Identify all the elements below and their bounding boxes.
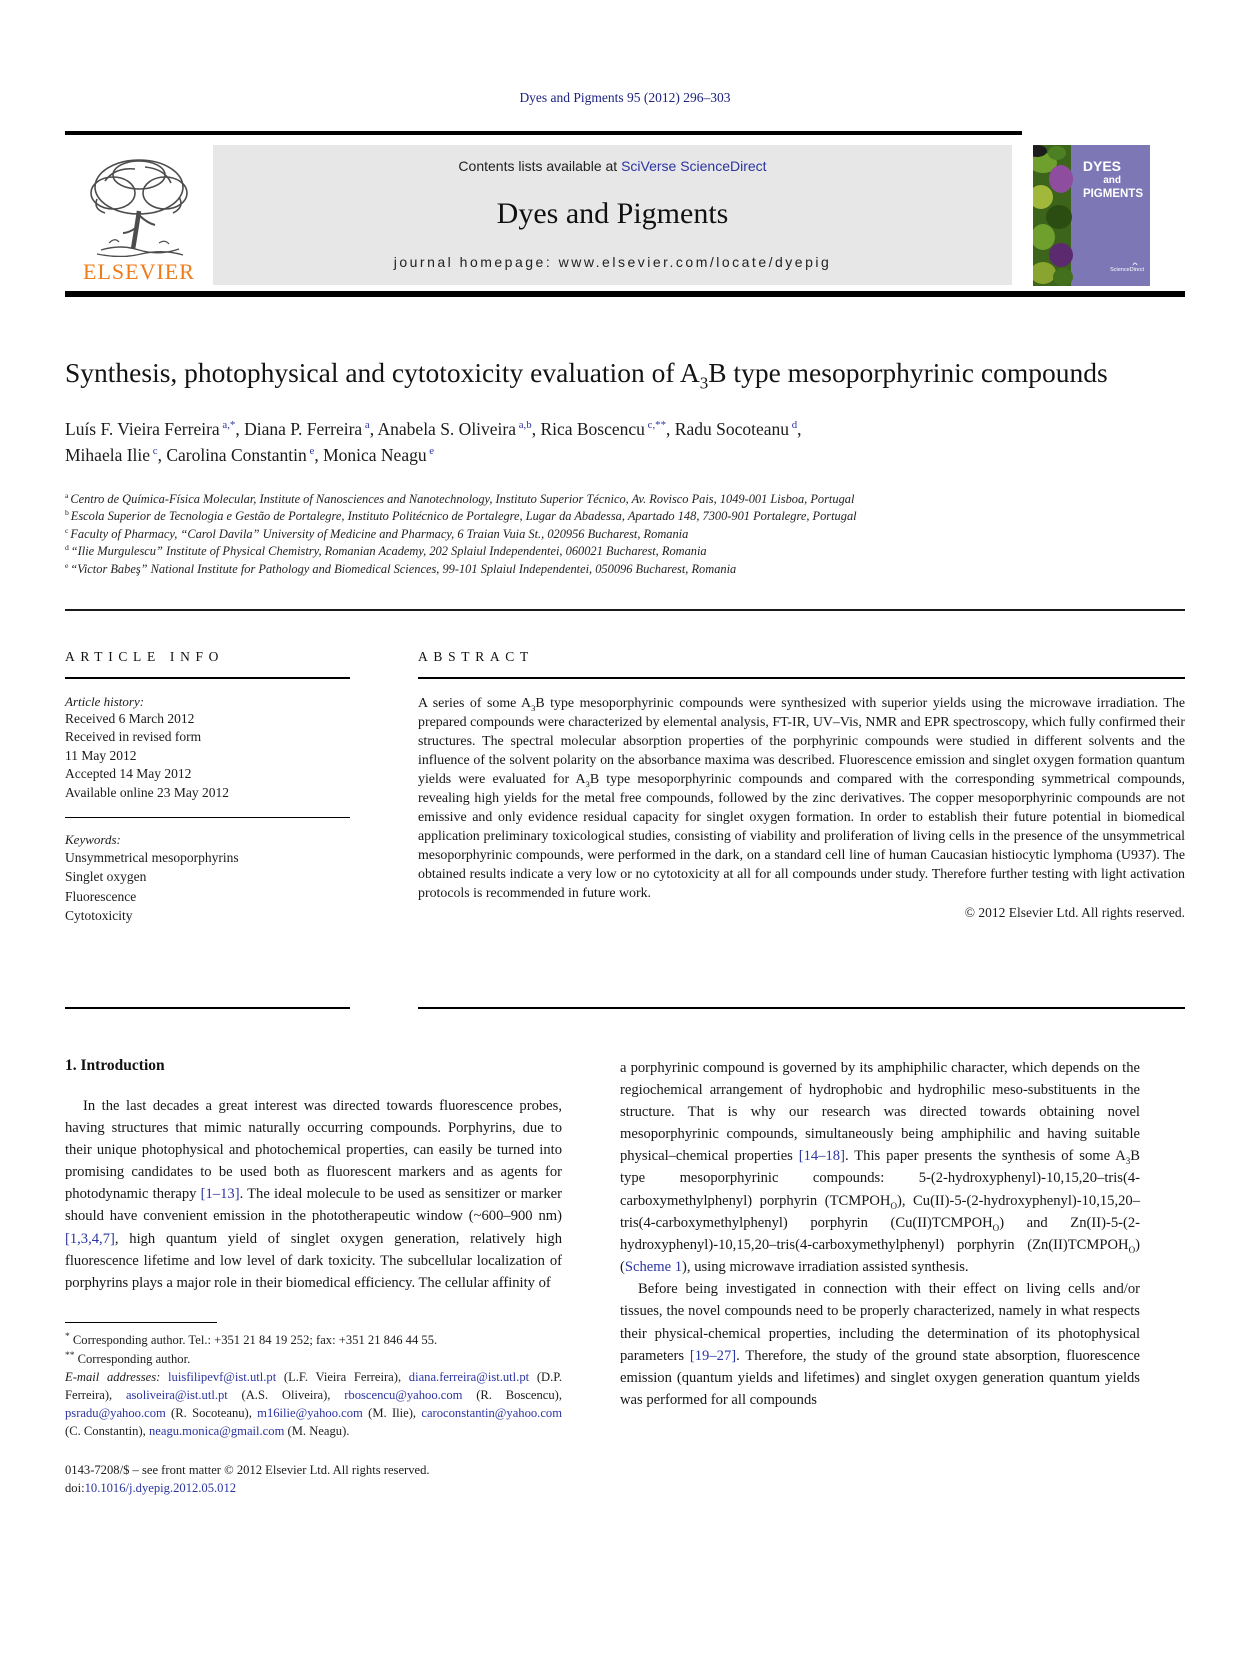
spacer: [65, 925, 350, 1007]
contents-prefix: Contents lists available at: [458, 158, 622, 174]
article-footer: [65, 1461, 562, 1498]
inline-link[interactable]: rboscencu@yahoo.com: [344, 1388, 463, 1403]
author-line-1: Luís F. Vieira Ferreira $^{a,*}$, Diana P. Ferreira $^a$, Anabela S. Oliveira $^{a,b}$, Rica Boscencu $^{c,**}$, Radu Socoteanu $^d$,: [65, 419, 802, 440]
affiliation-d: $^d$ “Ilie Murgulescu” Institute of Physical Chemistry, Romanian Academy, 202 Splaiul Independentei, 060021 Bucharest, Romania: [65, 543, 707, 559]
inline-link[interactable]: neagu.monica@gmail.com: [148, 1423, 285, 1438]
inline-link[interactable]: a,b: [516, 419, 532, 432]
footnote-corresponding-2: ** Corresponding author.: [65, 1351, 191, 1367]
top-rule: [65, 131, 1022, 135]
inline-link[interactable]: [1,3,4,7]: [65, 1230, 115, 1247]
history-item: Received 6 March 2012: [65, 710, 195, 726]
article-info-column: [65, 631, 350, 1009]
history-item: Accepted 14 May 2012: [65, 766, 192, 782]
keyword: Cytotoxicity: [65, 907, 133, 923]
article-info-heading-rule: [65, 677, 350, 679]
inline-link[interactable]: [1–13]: [200, 1186, 240, 1203]
spacer: [418, 921, 1185, 1006]
keywords-label: Keywords:: [65, 832, 121, 848]
affiliation-c: $^c$ Faculty of Pharmacy, “Carol Davila” University of Medicine and Pharmacy, 6 Traian Vuia St., 020956 Bucharest, Romania: [65, 525, 689, 541]
intro-paragraph: In the last decades a great interest was directed towards fluorescence probes, having structures that mimic naturally occurring compounds. Porphyrins, due to their unique photophysical and photochemical properties, can easily be turned into promising candidates to be used both as fluorescent markers and as agents for photodynamic therapy [1–13]. The ideal molecule to be used as sensitizer or marker should have convenient emission in the phototherapeutic window (~600–900 nm) [1,3,4,7], high quantum yield of singlet oxygen generation, relatively high fluorescence lifetime and low level of dark toxicity. The subcellular localization of porphyrins plays a major role in their biomedical efficiency. The cellular affinity of: [65, 1097, 562, 1291]
body-right-column: [620, 1057, 1140, 1498]
article-title: Synthesis, photophysical and cytotoxicity evaluation of $A_3B$ type mesoporphyrinic compounds: [65, 357, 1108, 393]
elsevier-tree-icon: [75, 153, 203, 257]
affiliations: [65, 491, 1185, 579]
issn-line: 0143-7208/$ – see front matter © 2012 Elsevier Ltd. All rights reserved.: [65, 1462, 430, 1477]
contents-line: [213, 158, 1012, 174]
history-label: Article history:: [65, 693, 145, 709]
article-info-heading: ARTICLE INFO: [65, 648, 225, 664]
page-citation: Dyes and Pigments 95 (2012) 296–303: [519, 90, 731, 105]
elsevier-wordmark: ELSEVIER: [83, 259, 195, 284]
footnote-block: [65, 1322, 562, 1441]
journal-banner: [213, 145, 1012, 285]
inline-link[interactable]: e: [306, 445, 315, 458]
inline-link[interactable]: a: [362, 419, 370, 432]
affiliation-a: $^a$ Centro de Química-Física Molecular, Institute of Nanosciences and Nanotechnology, Instituto Superior Técnico, Av. Rovisco Pais, 1049-001 Lisboa, Portugal: [65, 490, 855, 506]
sciverse-sciencedirect-link[interactable]: SciVerse ScienceDirect: [621, 158, 767, 174]
inline-link[interactable]: psradu@yahoo.com: [65, 1406, 166, 1421]
inline-link[interactable]: asoliveira@ist.utl.pt: [125, 1388, 228, 1403]
section-divider-rule: [65, 609, 1185, 611]
footnote-emails: E-mail addresses: luisfilipevf@ist.utl.pt (L.F. Vieira Ferreira), diana.ferreira@ist.utl.pt (D.P. Ferreira), asoliveira@ist.utl.pt (A.S. Oliveira), rboscencu@yahoo.com (R. Boscencu), psradu@yahoo.com (R. Socoteanu), m16ilie@yahoo.com (M. Ilie), caroconstantin@yahoo.com (C. Constantin), neagu.monica@gmail.com (M. Neagu).: [65, 1370, 563, 1438]
cover-brand: ScienceDirect: [1110, 267, 1144, 273]
inline-link[interactable]: [19–27]: [689, 1347, 737, 1364]
cover-word-dyes: DYES: [1082, 158, 1121, 174]
abstract-text: A series of some $A_3B$ type mesoporphyrinic compounds were synthesized with superior yields using the microwave irradiation. The prepared compounds were characterized by elemental analysis, FT-IR, UV–Vis, NMR and EPR spectroscopy, which fully confirmed their structures. The spectral molecular absorption properties of the porphyrinic compounds were studied in different solvents and the influence of the solvent polarity on the absorbance maxima was described. Fluorescence emission and singlet oxygen formation quantum yields were evaluated for $A_3B$ type mesoporphyrinic compounds and compared with the corresponding symmetrical compounds, revealing high yields for the metal free compounds, followed by the zinc derivatives. The copper mesoporphyrinic compounds are not emissive and only evidence residual capacity for singlet oxygen formation. In order to establish their future potential in biomedical application preliminary toxicological studies, consisting of viability and proliferation of living cells in the presence of the unsymmetrical mesoporphyrinic compounds, were performed in the dark, on a standard cell line of human Caucasian histiocytic lymphoma (U937). The obtained results indicate a very low or no cytotoxicity at all for all compounds under study. Therefore further testing with light activation protocols is recommended in future work.: [418, 695, 1185, 902]
inline-link[interactable]: e: [426, 445, 435, 458]
body-paragraph: Before being investigated in connection with their effect on living cells and/or tissues, the novel compounds need to be properly characterized, namely in what respects their physical-chemical properties, including the determination of its photophysical parameters [19–27]. Therefore, the study of the ground state absorption, fluorescence emission (quantum yields and lifetimes) and singlet oxygen generation quantum yields was performed for all compounds: [620, 1281, 1140, 1409]
history-item: Available online 23 May 2012: [65, 785, 229, 801]
homepage-prefix: journal homepage:: [393, 254, 559, 270]
masthead: [65, 145, 1185, 285]
abstract-bottom-rule: [418, 1007, 1185, 1009]
abstract-column: [418, 631, 1185, 1009]
inline-link[interactable]: c,**: [644, 419, 667, 432]
abstract-copyright: © 2012 Elsevier Ltd. All rights reserved.: [964, 905, 1185, 921]
body-paragraph: a porphyrinic compound is governed by its amphiphilic character, which depends on the regiochemical arrangement of hydrophobic and hydrophilic meso-substituents in the structure. That is why our research was directed towards obtaining novel mesoporphyrinic compounds, simultaneously being amphiphilic and having suitable physical–chemical properties [14–18]. This paper presents the synthesis of some $A_3B$ type mesoporphyrinic compounds: 5-(2-hydroxyphenyl)-10,15,20–tris(4-carboxymethylphenyl) porphyrin $(TCMPOH_O)$, Cu(II)-5-(2-hydroxyphenyl)-10,15,20–tris(4-carboxymethylphenyl) porphyrin $(Cu(II)TCMPOH_O)$ and Zn(II)-5-(2-hydroxyphenyl)-10,15,20–tris(4-carboxymethylphenyl) porphyrin $(Zn(II)TCMPOH_O)$ (Scheme 1), using microwave irradiation assisted synthesis.: [620, 1059, 1140, 1276]
affiliation-b: $^b$ Escola Superior de Tecnologia e Gestão de Portalegre, Instituto Politécnico de Portalegre, Lugar da Abadessa, Apartado 148, 7300-901 Portalegre, Portugal: [65, 508, 857, 524]
info-abstract-block: [65, 631, 1185, 1009]
footnote-rule: [65, 1322, 217, 1323]
journal-cover-thumbnail[interactable]: [1033, 145, 1150, 286]
doi-prefix: doi:: [65, 1481, 85, 1496]
abstract-heading-rule: [418, 677, 1185, 679]
doi-line: [65, 1479, 562, 1497]
keyword: Unsymmetrical mesoporphyrins: [65, 850, 239, 866]
inline-link[interactable]: a,*: [219, 419, 236, 432]
article-info-bottom-rule: [65, 1007, 350, 1009]
inline-link[interactable]: Scheme 1: [624, 1259, 683, 1276]
footnote-corresponding-1: * Corresponding author. Tel.: +351 21 84 19 252; fax: +351 21 846 44 55.: [65, 1332, 438, 1348]
inline-link[interactable]: m16ilie@yahoo.com: [257, 1406, 363, 1421]
inline-link[interactable]: diana.ferreira@ist.utl.pt: [408, 1370, 530, 1385]
keyword: Singlet oxygen: [65, 869, 147, 885]
history-item: 11 May 2012: [65, 747, 137, 763]
author-list: [65, 416, 1185, 469]
journal-title: Dyes and Pigments: [496, 197, 729, 230]
keyword: Fluorescence: [65, 888, 137, 904]
inline-link[interactable]: d: [788, 419, 798, 432]
inline-link[interactable]: c: [150, 445, 158, 458]
cover-word-pigments: PIGMENTS: [1082, 188, 1143, 200]
cover-word-and: and: [1103, 175, 1121, 186]
keywords-divider-rule: [65, 817, 350, 819]
inline-link[interactable]: luisfilipevf@ist.utl.pt: [168, 1370, 277, 1385]
homepage-line: [213, 254, 1012, 270]
masthead-bottom-rule: [65, 291, 1185, 297]
inline-link[interactable]: [14–18]: [798, 1148, 845, 1165]
elsevier-logo[interactable]: [65, 145, 213, 285]
affiliation-e: $^e$ “Victor Babeş” National Institute for Pathology and Biomedical Sciences, 99-101 Splaiul Independentei, 050096 Bucharest, Romania: [65, 560, 737, 576]
doi-link[interactable]: 10.1016/j.dyepig.2012.05.012: [84, 1481, 237, 1496]
introduction-heading: 1. Introduction: [65, 1056, 165, 1074]
body-left-column: [65, 1057, 562, 1498]
journal-homepage-link[interactable]: www.elsevier.com/locate/dyepig: [558, 254, 832, 270]
author-line-2: Mihaela Ilie $^c$, Carolina Constantin $^e$, Monica Neagu $^e$: [65, 445, 435, 466]
body-columns: [65, 1057, 1185, 1498]
inline-link[interactable]: caroconstantin@yahoo.com: [421, 1406, 562, 1421]
abstract-heading: ABSTRACT: [418, 648, 534, 664]
history-item: Received in revised form: [65, 729, 202, 745]
page-content: [65, 0, 1185, 1497]
